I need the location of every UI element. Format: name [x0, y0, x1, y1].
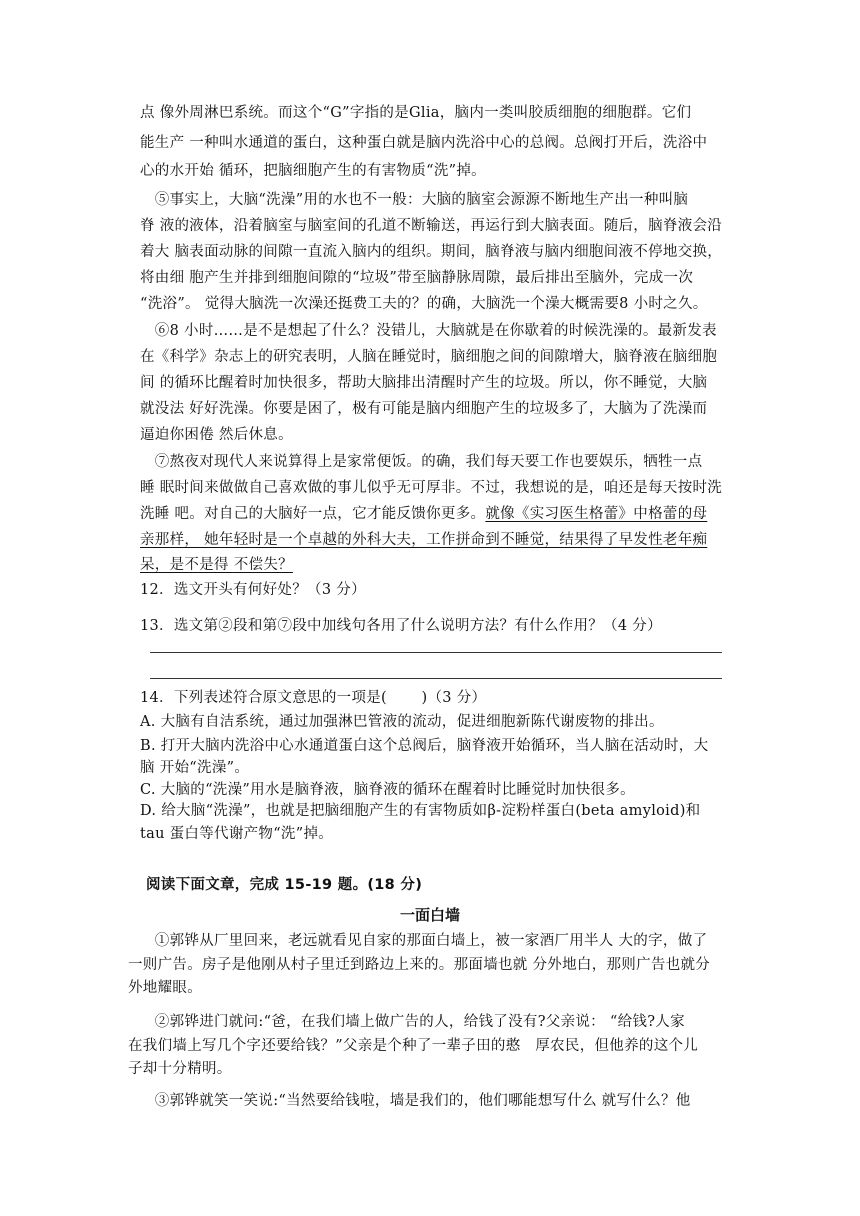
text-line: 在《科学》杂志上的研究表明，人脑在睡觉时，脑细胞之间的间隙增大，脑脊液在脑细胞 [140, 349, 718, 365]
option-d-cont: tau 蛋白等代谢产物“洗”掉。 [140, 826, 334, 842]
underlined-sentence: 呆，是不是得 [140, 557, 234, 573]
text-fragment: 洗睡 吧。对自己的大脑好一点，它才能反馈你更多。 [140, 506, 486, 522]
text-line: 一则广告。房子是他刚从村子里迁到路边上来的。那面墙也就 分外地白，那则广告也就分 [128, 957, 711, 973]
question-14: 14．下列表述符合原文意思的一项是( )（3 分） [140, 690, 487, 706]
text-line: 心的水开始 循环，把脑细胞产生的有害物质“洗”掉。 [140, 163, 486, 179]
option-d: D. 给大脑“洗澡”，也就是把脑细胞产生的有害物质如β-淀粉样蛋白(beta amyloid)和 [140, 803, 701, 819]
underlined-sentence: 不偿失？ [233, 557, 293, 573]
text-line: ①郭铧从厂里回来，老远就看见自家的那面白墙上，被一家酒厂用半人 大的字，做了 [140, 933, 708, 949]
text-line: 外地耀眼。 [128, 980, 202, 996]
underlined-sentence: 就像《实习医生格蕾》中格蕾的母 [485, 506, 708, 522]
text-line: ⑥8 小时……是不是想起了什么？没错儿，大脑就是在你歇着的时候洗澡的。最新发表 [140, 323, 717, 339]
text-line: 将由细 胞产生并排到细胞间隙的“垃圾”带至脑静脉周隙，最后排出至脑外，完成一次 [140, 270, 694, 286]
text-line: 睡 眠时间来做做自己喜欢做的事儿似乎无可厚非。不过，我想说的是，咱还是每天按时洗 [140, 480, 723, 496]
article-title: 一面白墙 [399, 906, 460, 924]
text-line: “洗浴”。 觉得大脑洗一次澡还挺费工夫的？的确，大脑洗一个澡大概需要8 小时之久。 [140, 296, 708, 312]
text-line: 点 像外周淋巴系统。而这个“G”字指的是Glia，脑内一类叫胶质细胞的细胞群。它们 [140, 105, 692, 121]
text-line: ⑦熬夜对现代人来说算得上是家常便饭。的确，我们每天要工作也要娱乐，牺牲一点 [140, 454, 703, 470]
text-line: 能生产 一种叫水通道的蛋白，这种蛋白就是脑内洗浴中心的总阀。总阀打开后，洗浴中 [140, 135, 708, 151]
text-line: 间 的循环比醒着时加快很多，帮助大脑排出清醒时产生的垃圾。所以，你不睡觉，大脑 [140, 375, 708, 391]
text-line: ⑤事实上，大脑“洗澡”用的水也不一般：大脑的脑室会源源不断地生产出一种叫脑 [140, 192, 689, 208]
answer-line[interactable] [150, 652, 722, 653]
underlined-sentence: 亲那样， 她年轻时是一个卓越的外科大夫，工作拼命到不睡觉，结果得了早发性老年痴 [140, 532, 708, 548]
text-line: ②郭铧进门就问:“爸，在我们墙上做广告的人，给钱了没有?父亲说： “给钱?人家 [140, 1014, 685, 1030]
text-line: 子却十分精明。 [128, 1061, 232, 1077]
text-line: 逼迫你困倦 然后休息。 [140, 427, 293, 443]
text-line: 脊 液的液体，沿着脑室与脑室间的孔道不断输送，再运行到大脑表面。随后，脑脊液会沿 [140, 218, 723, 234]
question-13: 13．选文第②段和第⑦段中加线句各用了什么说明方法？有什么作用？（4 分） [140, 618, 662, 634]
text-line [140, 502, 707, 523]
text-line: 在我们墙上写几个字还要给钱？”父亲是个种了一辈子田的憨 厚农民，但他养的这个儿 [128, 1038, 699, 1054]
question-12: 12．选文开头有何好处？（3 分） [140, 582, 366, 598]
option-b: B. 打开大脑内洗浴中心水通道蛋白这个总阀后，脑脊液开始循环，当人脑在活动时，大 [140, 738, 709, 754]
option-c: C. 大脑的“洗澡”用水是脑脊液，脑脊液的循环在醒着时比睡觉时加快很多。 [140, 782, 635, 798]
option-a: A. 大脑有自洁系统，通过加强淋巴管液的流动，促进细胞新陈代谢废物的排出。 [140, 714, 664, 730]
option-b-cont: 脑 开始“洗澡”。 [140, 760, 250, 776]
text-line [140, 553, 293, 574]
text-line: 着大 脑表面动脉的间隙一直流入脑内的组织。期间，脑脊液与脑内细胞间液不停地交换， [140, 244, 723, 260]
text-line: 就没法 好好洗澡。你要是困了，极有可能是脑内细胞产生的垃圾多了，大脑为了洗澡而 [140, 401, 708, 417]
answer-line[interactable] [150, 678, 722, 679]
section-instruction: 阅读下面文章，完成 15-19 题。(18 分) [146, 877, 423, 893]
text-line: ③郭铧就笑一笑说:“当然要给钱啦，墙是我们的，他们哪能想写什么 就写什么？他 [140, 1093, 691, 1109]
